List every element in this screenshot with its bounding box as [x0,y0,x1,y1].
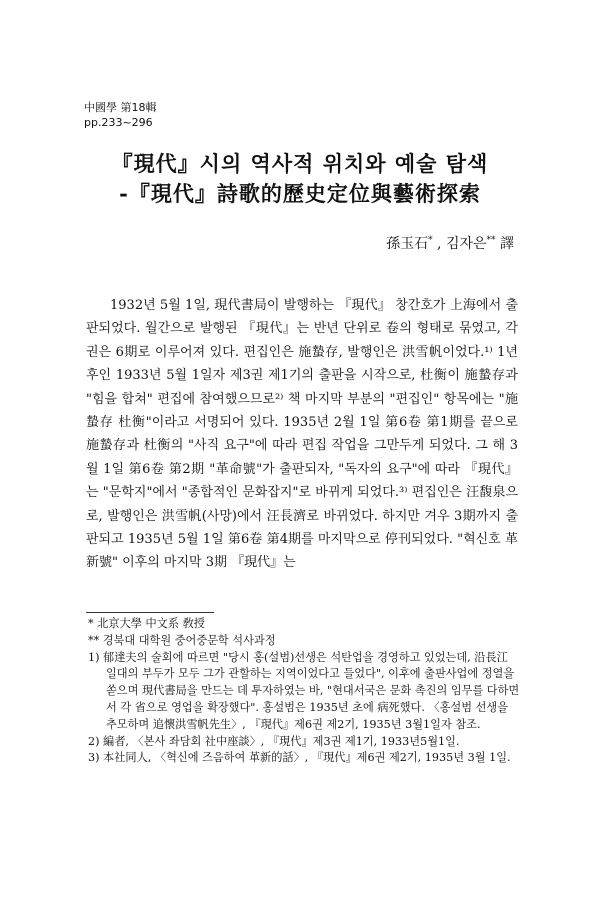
footnotes [88,616,520,767]
body-text [86,294,518,575]
author-name: 孫玉石 [386,236,429,252]
journal-name: 中國學 第18輯 [84,101,157,114]
translator-name: 김자은 [445,236,487,252]
footnote-3: 3) 本社同人, 〈혁신에 즈음하여 革新的話〉, 『現代』제6권 제2기, 1935년 3월 1일. [88,751,511,765]
translator-footnote-mark: ** [486,235,496,246]
footnote-divider [86,612,214,613]
footnote-translator-affiliation: ** 경북대 대학원 중어중문학 석사과정 [88,633,276,647]
author-footnote-mark: * [428,235,433,246]
title-chinese: -『現代』詩歌的歷史定位與藝術探索 [119,181,481,206]
author-separator: , [432,236,446,252]
page-range: pp.233~296 [84,116,153,129]
footnote-2: 2) 編者, 〈본사 좌담회 社中座談〉, 『現代』제3권 제1기, 1933년5월1일. [88,734,460,748]
translator-role: 譯 [500,236,514,252]
footnote-author-affiliation: * 北京大學 中文系 敎授 [88,617,205,630]
title-korean: 『現代』시의 역사적 위치와 예술 탐색 [111,151,489,176]
journal-header [84,100,157,130]
footnote-1: 1) 郁達夫의 술회에 따르면 "당시 홍(설범)선생은 석탄업을 경영하고 있었는데, 沿長江 일대의 부두가 모두 그가 관할하는 지역이었다고 들었다", 이후에 출판사업에 정열을 쏟으며 現代書局을 만드는 데 투자하였는 바, "현대서국은 문화 촉진의 임무를 다하면서 각 省으로 영업을 확장했다". 홍설범은 1935년 초에 病死했다. 〈홍설범 선생을 추모하며 追懷洪雪帆先生〉, 『現代』제6권 제2기, 1935년 3월1일자 참조. [88,650,520,731]
body-paragraph: 1932년 5월 1일, 現代書局이 발행하는 『現代』 창간호가 上海에서 출판되었다. 월간으로 발행된 『現代』는 반년 단위로 卷의 형태로 묶였고, 각 권은 6期로 이루어져 있다. 편집인은 施蟄存, 발행인은 洪雪帆이었다.¹⁾ 1년 후인 1933년 5월 1일자 제3권 제1기의 출판을 시작으로, 杜衡이 施蟄存과 "힘을 합쳐" 편집에 참여했으므로²⁾ 책 마지막 부분의 "편집인" 항목에는 "施蟄存 杜衡"이라고 서명되어 있다. 1935년 2월 1일 第6卷 第1期를 끝으로 施蟄存과 杜衡의 "사직 요구"에 따라 편집 작업을 그만두게 되었다. 그 해 3월 1일 第6卷 第2期 "革命號"가 출판되자, "독자의 요구"에 따라 『現代』는 "문학지"에서 "종합적인 문화잡지"로 바뀌게 되었다.³⁾ 편집인은 汪馥泉으로, 발행인은 洪雪帆(사망)에서 汪長濟로 바뀌었다. 하지만 겨우 3期까지 출판되고 1935년 5월 1일 第6卷 第4期를 마지막으로 停刊되었다. "혁신호 革新號" 이후의 마지막 3期 『現代』는 [86,298,518,571]
author-line [386,233,514,253]
